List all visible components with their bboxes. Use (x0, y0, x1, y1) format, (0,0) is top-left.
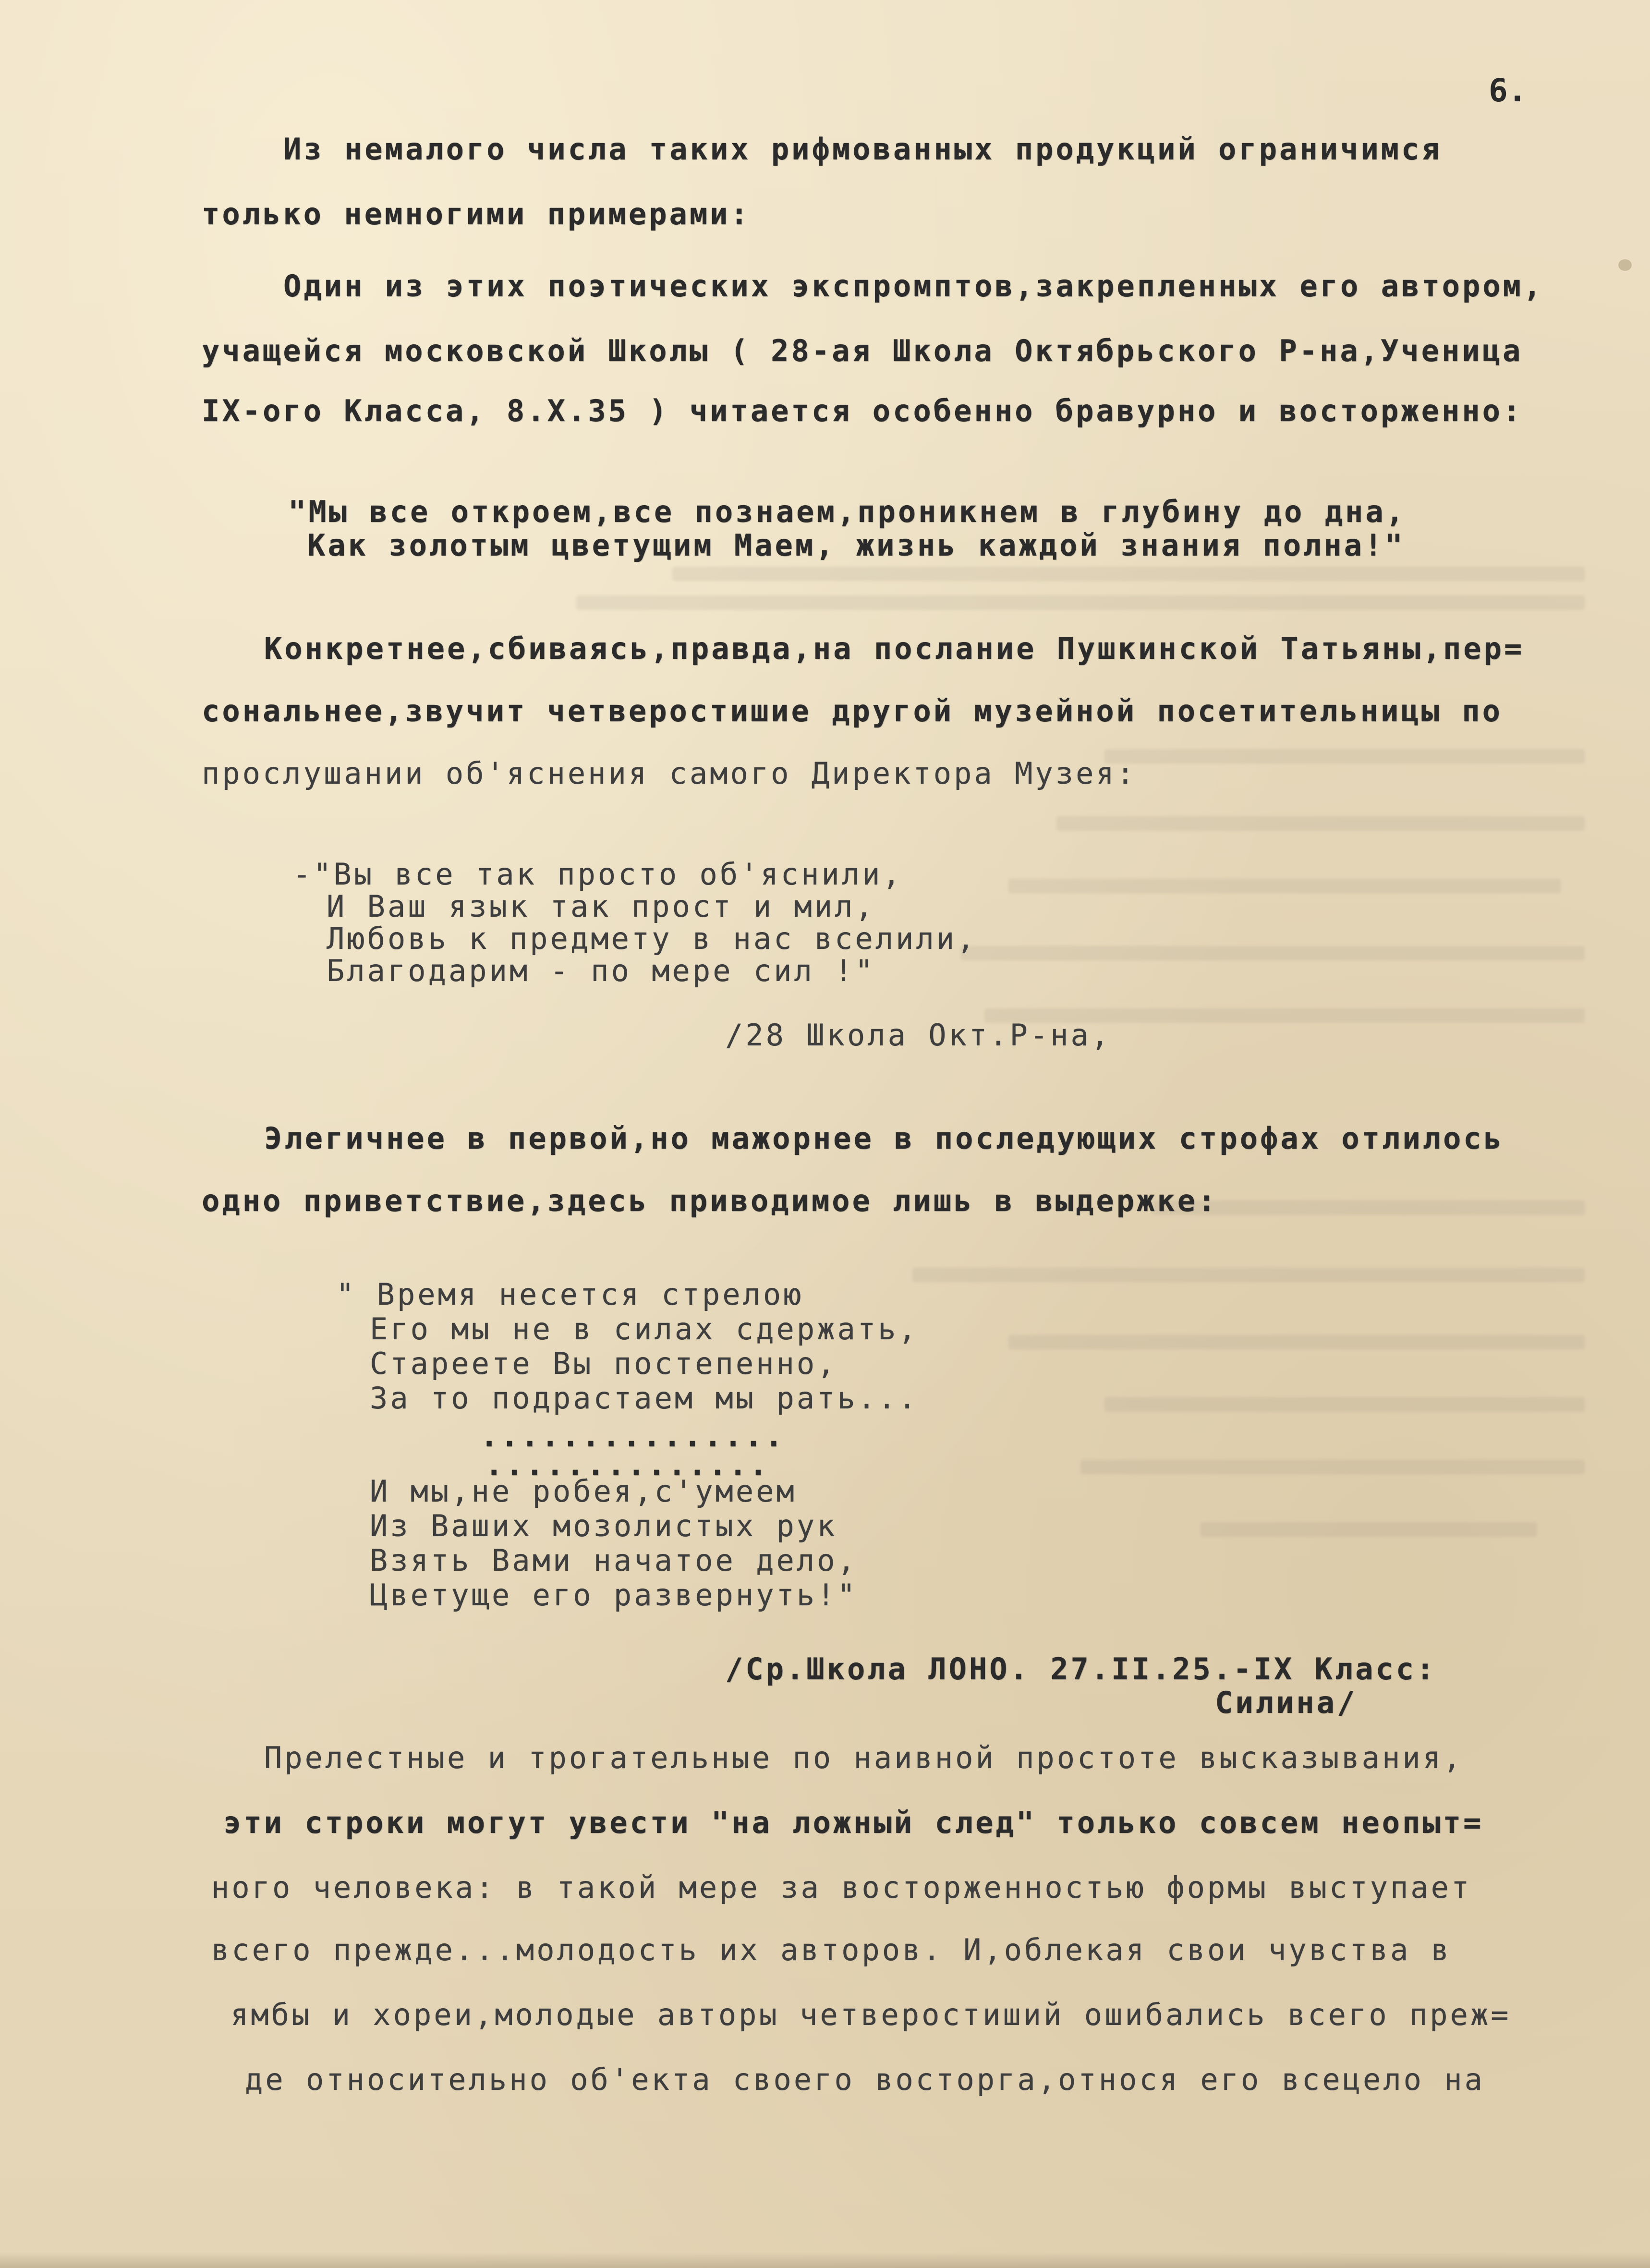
verse-3-line-7: Взять Вами начатое дело, (370, 1543, 858, 1578)
paragraph-2-line-1: Один из этих поэтических экспромптов,закрепленных его автором, (283, 268, 1544, 303)
paragraph-5-line-5: ямбы и хореи,молодые авторы четверостиший ошибались всего преж= (231, 1997, 1511, 2032)
verse-3-line-2: Его мы не в силах сдержать, (370, 1311, 919, 1346)
dots-separator-1: ............... (480, 1419, 785, 1454)
paragraph-5-line-1: Прелестные и трогательные по наивной простоте высказывания, (264, 1740, 1464, 1775)
verse-1-line-2: Как золотым цветущим Маем, жизнь каждой знания полна!" (307, 528, 1405, 563)
verse-3-line-1: " Время несется стрелою (336, 1277, 804, 1312)
verse-3-signature-line-1: /Ср.Школа ЛОНО. 27.II.25.-IX Класс: (725, 1651, 1437, 1686)
verse-2-line-3: Любовь к предмету в нас вселили, (327, 921, 977, 956)
paragraph-2-line-3: IX-ого Класса, 8.Х.35 ) читается особенно бравурно и восторженно: (202, 393, 1523, 428)
paragraph-1-line-1: Из немалого числа таких рифмованных продукций ограничимся (283, 132, 1442, 167)
paragraph-1-line-2: только немногими примерами: (202, 196, 751, 231)
verse-3-signature-line-2: Силина/ (1215, 1685, 1358, 1720)
paragraph-5-line-2: эти строки могут увести "на ложный след" только совсем неопыт= (223, 1805, 1484, 1840)
verse-2-line-4: Благодарим - по мере сил !" (327, 953, 875, 988)
paragraph-5-line-4: всего прежде...молодость их авторов. И,облекая свои чувства в (211, 1932, 1451, 1967)
page-number: 6. (1489, 72, 1527, 109)
dots-separator-2: .............. (485, 1447, 770, 1482)
page-bottom-edge (0, 2252, 1650, 2268)
paragraph-2-line-2: учащейся московской Школы ( 28-ая Школа Октябрьского Р-на,Ученица (202, 333, 1523, 368)
verse-3-line-6: Из Ваших мозолистых рук (370, 1508, 837, 1543)
paragraph-5-line-6: де относительно об'екта своего восторга,относя его всецело на (245, 2062, 1485, 2097)
verse-3-line-8: Цветуще его развернуть!" (370, 1577, 858, 1613)
punch-hole (1618, 259, 1632, 271)
paragraph-4-line-2: одно приветствие,здесь приводимое лишь в выдержке: (202, 1183, 1218, 1218)
paragraph-5-line-3: ного человека: в такой мере за восторженностью формы выступает (211, 1870, 1472, 1905)
verse-2-line-2: И Ваш язык так прост и мил, (327, 889, 875, 924)
paragraph-3-line-1: Конкретнее,сбиваясь,правда,на послание Пушкинской Татьяны,пер= (264, 631, 1525, 666)
paragraph-3-line-3: прослушании об'яснения самого Директора Музея: (202, 756, 1137, 791)
verse-1-line-1: "Мы все откроем,все познаем,проникнем в глубину до дна, (288, 494, 1406, 529)
paragraph-4-line-1: Элегичнее в первой,но мажорнее в последующих строфах отлилось (264, 1121, 1504, 1156)
verse-3-line-3: Стареете Вы постепенно, (370, 1346, 837, 1381)
verse-3-line-4: За то подрастаем мы рать... (370, 1381, 919, 1416)
verse-3-line-5: И мы,не робея,с'умеем (370, 1474, 797, 1509)
verse-2-line-1: -"Вы все так просто об'яснили, (293, 857, 903, 892)
paragraph-3-line-2: сональнее,звучит четверостишие другой музейной посетительницы по (202, 693, 1503, 728)
verse-2-signature: /28 Школа Окт.Р-на, (725, 1018, 1112, 1053)
